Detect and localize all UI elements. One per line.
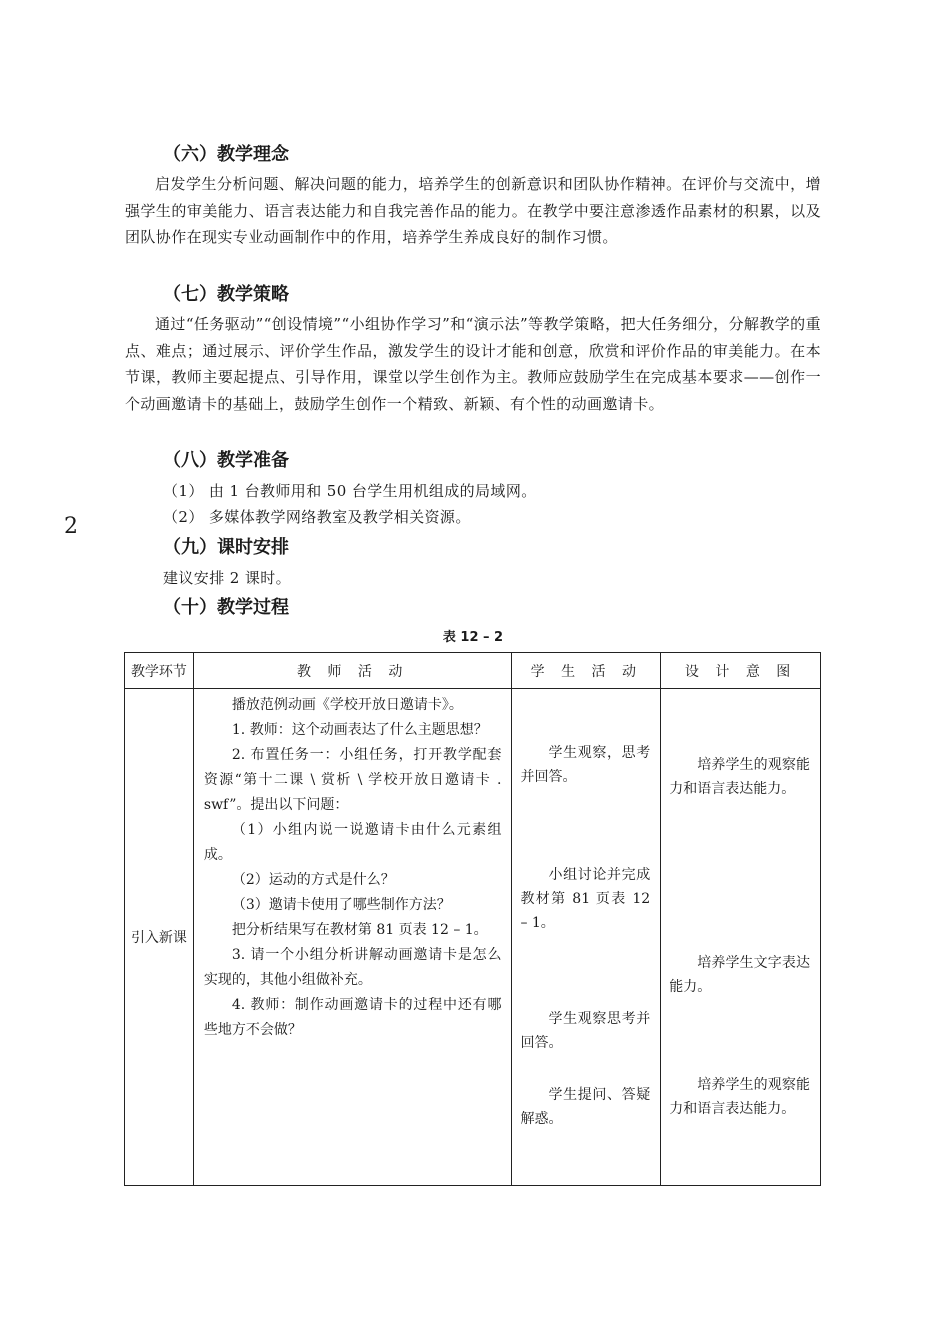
section-teaching-preparation	[125, 448, 821, 530]
section-body: 启发学生分析问题、解决问题的能力，培养学生的创新意识和团队协作精神。在评价与交流中，增强学生的审美能力、语言表达能力和自我完善作品的能力。在教学中要注意渗透作品素材的积累，以及团队协作在现实专业动画制作中的作用，培养学生养成良好的制作习惯。	[125, 175, 821, 246]
table-row	[125, 689, 821, 1186]
teacher-step: （3）邀请卡使用了哪些制作方法？	[231, 897, 451, 913]
section-heading: （七）教学策略	[163, 284, 289, 305]
teacher-step: 1. 教师：这个动画表达了什么主题思想？	[231, 722, 488, 738]
col-header-student: 学 生 活 动	[512, 653, 661, 689]
section-teaching-process	[125, 595, 821, 621]
col-header-intent: 设 计 意 图	[661, 653, 821, 689]
teacher-step: 把分析结果写在教材第 81 页表 12 – 1。	[231, 922, 488, 938]
teacher-step: （2）运动的方式是什么？	[231, 872, 395, 888]
section-body: 通过“任务驱动”“创设情境”“小组协作学习”和“演示法”等教学策略，把大任务细分，分解教学的重点、难点；通过展示、评价学生作品，激发学生的设计才能和创意，欣赏和评价作品的审美能力。在本节课，教师主要起提点、引导作用，课堂以学生创作为主。教师应鼓励学生在完成基本要求——创作一个动画邀请卡的基础上，鼓励学生创作一个精致、新颖、有个性的动画邀请卡。	[125, 315, 821, 413]
teacher-activity-cell	[193, 689, 512, 1186]
teaching-process-table	[124, 652, 821, 1186]
table-header-row	[125, 653, 821, 689]
prep-item: （1） 由 1 台教师用和 50 台学生用机组成的局域网。	[163, 482, 537, 500]
intent-item: 培养学生文字表达能力。	[669, 955, 810, 995]
student-step: 学生观察思考并回答。	[520, 1011, 651, 1051]
section-teaching-strategy	[125, 282, 821, 417]
col-header-teacher: 教 师 活 动	[193, 653, 512, 689]
student-step: 小组讨论并完成教材第 81 页表 12 – 1。	[520, 867, 651, 931]
teacher-step: 4. 教师：制作动画邀请卡的过程中还有哪些地方不会做？	[203, 997, 502, 1038]
intent-item: 培养学生的观察能力和语言表达能力。	[669, 1077, 810, 1117]
section-heading: （十）教学过程	[163, 597, 289, 618]
section-heading: （九）课时安排	[163, 537, 289, 558]
student-step: 学生观察，思考并回答。	[520, 745, 651, 785]
section-schedule	[125, 535, 821, 591]
teacher-step: 3. 请一个小组分析讲解动画邀请卡是怎么实现的，其他小组做补充。	[203, 947, 502, 988]
teacher-step: 播放范例动画《学校开放日邀请卡》。	[231, 697, 463, 713]
section-heading: （六）教学理念	[163, 144, 289, 165]
section-teaching-philosophy	[125, 142, 821, 251]
page-number: 2	[64, 514, 78, 539]
teacher-step: 2. 布置任务一：小组任务，打开教学配套资源“第十二课 \ 赏析 \ 学校开放日邀请卡 . swf”。提出以下问题：	[203, 747, 502, 813]
student-step: 学生提问、答疑解惑。	[520, 1087, 651, 1127]
col-header-segment: 教学环节	[125, 653, 194, 689]
intent-item: 培养学生的观察能力和语言表达能力。	[669, 757, 810, 797]
prep-item: （2） 多媒体教学网络教室及教学相关资源。	[163, 508, 471, 526]
section-heading: （八）教学准备	[163, 450, 289, 471]
design-intent-cell	[661, 689, 821, 1186]
teacher-step: （1）小组内说一说邀请卡由什么元素组成。	[203, 822, 502, 863]
student-activity-cell	[512, 689, 661, 1186]
segment-cell: 引入新课	[125, 689, 194, 1186]
section-body: 建议安排 2 课时。	[163, 569, 292, 587]
table-caption: 表 12 – 2	[442, 630, 504, 645]
